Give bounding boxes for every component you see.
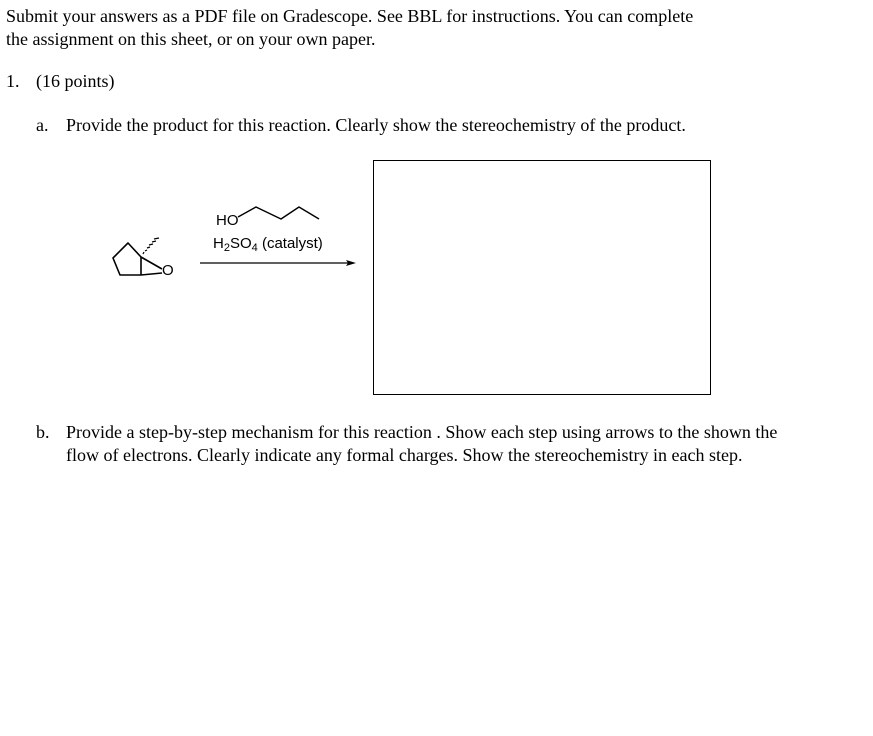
- instructions: [6, 5, 866, 51]
- alcohol-label: HO: [216, 212, 239, 229]
- part-b-letter: b.: [36, 422, 50, 442]
- question-header: [6, 70, 115, 93]
- acid-catalyst-label: $H_2SO_4$ (catalyst): [213, 235, 323, 254]
- question-points: (16 points): [36, 71, 115, 91]
- part-b: [36, 421, 796, 493]
- cyclopentane-ring: [113, 243, 141, 275]
- hashed-wedge: [143, 238, 159, 254]
- part-a-prompt: Provide the product for this reaction. Clearly show the stereochemistry of the product.: [66, 115, 686, 135]
- right-arrow-icon: [200, 260, 356, 266]
- propanol-chain: [238, 207, 319, 219]
- epoxide-oxygen-label: O: [162, 262, 174, 279]
- epoxide-co-bond-2: [141, 273, 162, 275]
- part-a-letter: a.: [36, 115, 49, 135]
- part-a: [36, 114, 796, 138]
- question-number: 1.: [6, 71, 20, 91]
- instructions-line-2: the assignment on this sheet, or on your own paper.: [6, 29, 376, 49]
- epoxide-co-bond-1: [141, 257, 162, 269]
- answer-box[interactable]: [373, 160, 711, 395]
- instructions-line-1: Submit your answers as a PDF file on Gradescope. See BBL for instructions. You can complete: [6, 6, 694, 26]
- part-b-prompt: Provide a step-by-step mechanism for this reaction . Show each step using arrows to the shown the flow of electrons. Clearly indicate any formal charges. Show the stereochemistry in each step.: [66, 422, 778, 465]
